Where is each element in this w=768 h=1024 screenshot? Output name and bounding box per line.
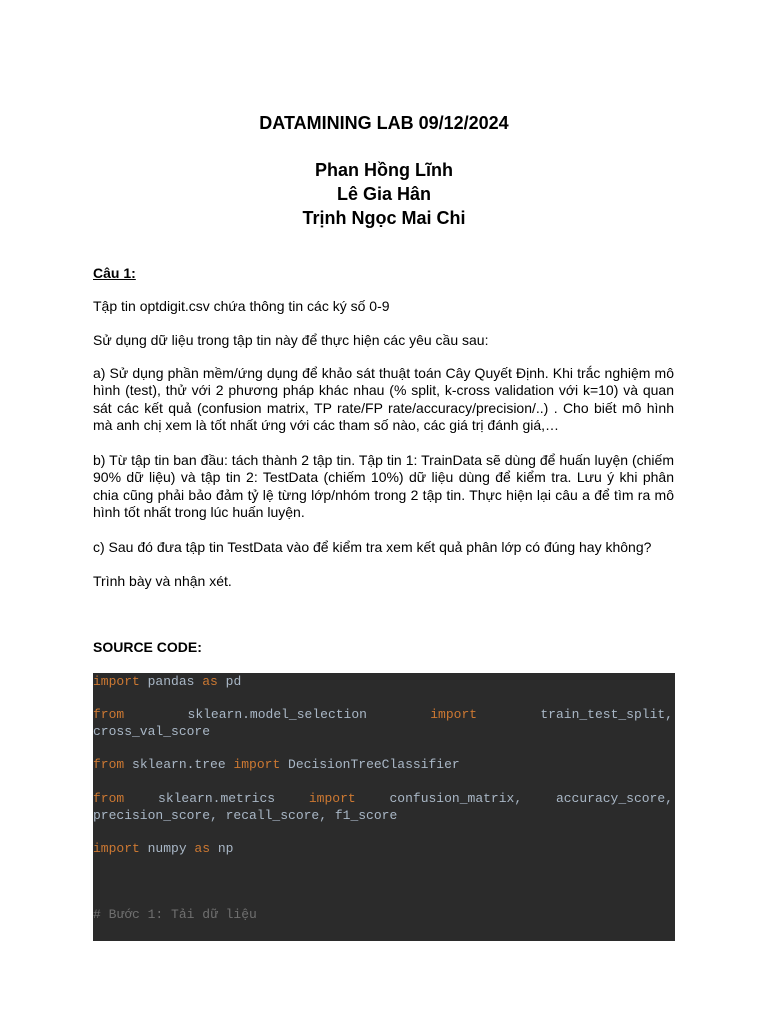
code-text: numpy xyxy=(139,841,195,856)
code-text: precision_score, recall_score, f1_score xyxy=(93,808,398,823)
code-text: accuracy_score, xyxy=(555,791,673,806)
code-keyword: from xyxy=(93,707,125,722)
code-line xyxy=(93,673,673,690)
instructions-paragraph: Sử dụng dữ liệu trong tập tin này để thực hiện các yêu cầu sau: xyxy=(93,332,489,348)
code-text: pd xyxy=(217,674,242,689)
source-code-heading: SOURCE CODE: xyxy=(93,639,202,655)
document-title: DATAMINING LAB 09/12/2024 xyxy=(259,113,509,133)
code-text: sklearn.metrics xyxy=(158,791,276,806)
code-text: cross_val_score xyxy=(93,724,211,739)
code-text: sklearn.model_selection xyxy=(187,707,367,722)
author-name: Phan Hồng Lĩnh xyxy=(315,160,453,180)
code-line xyxy=(93,807,673,824)
code-comment: # Bước 1: Tải dữ liệu xyxy=(93,907,257,922)
author-name: Lê Gia Hân xyxy=(336,184,432,204)
part-b-paragraph: b) Từ tập tin ban đầu: tách thành 2 tập tin. Tập tin 1: TrainData sẽ dùng để huấn luyện (chiếm 90% dữ liệu) và tập tin 2: TestData (chiếm 10%) dữ liệu dùng để kiểm tra. Lưu ý khi phân chia cũng phải bảo đảm tỷ lệ từng lớp/nhóm trong 2 tập tin. Thực hiện lại câu a để tìm ra mô hình tốt nhất trong lúc huấn luyện. xyxy=(93,452,674,521)
code-text: DecisionTreeClassifier xyxy=(280,757,460,772)
intro-paragraph: Tập tin optdigit.csv chứa thông tin các ký số 0-9 xyxy=(93,298,390,314)
part-c-paragraph: c) Sau đó đưa tập tin TestData vào để kiểm tra xem kết quả phân lớp có đúng hay không? xyxy=(93,539,652,555)
code-keyword: import xyxy=(233,757,281,772)
code-keyword: from xyxy=(93,791,125,806)
code-block xyxy=(93,673,675,941)
code-line xyxy=(93,706,673,723)
author-list xyxy=(0,158,768,230)
code-line xyxy=(93,723,673,740)
code-keyword: import xyxy=(308,791,356,806)
code-keyword: as xyxy=(194,841,211,856)
code-text: sklearn.tree xyxy=(124,757,234,772)
code-text: train_test_split, xyxy=(540,707,673,722)
code-line xyxy=(93,840,673,857)
code-keyword: from xyxy=(93,757,125,772)
code-text: pandas xyxy=(139,674,203,689)
code-text: confusion_matrix, xyxy=(389,791,523,806)
code-keyword: import xyxy=(93,674,140,689)
code-line xyxy=(93,756,673,773)
code-text: np xyxy=(210,841,234,856)
code-line xyxy=(93,906,673,923)
closing-paragraph: Trình bày và nhận xét. xyxy=(93,573,232,589)
author-name: Trịnh Ngọc Mai Chi xyxy=(302,208,466,228)
part-a-paragraph: a) Sử dụng phần mềm/ứng dụng để khảo sát thuật toán Cây Quyết Định. Khi trắc nghiệm mô hình (test), thử với 2 phương pháp khác nhau (% split, k-cross validation với k=10) và quan sát các kết quả (confusion matrix, TP rate/FP rate/accuracy/precision/..) . Cho biết mô hình mà anh chị xem là tốt nhất ứng với các tham số nào, các giá trị đánh giá,… xyxy=(93,365,674,434)
code-keyword: import xyxy=(93,841,140,856)
code-keyword: import xyxy=(430,707,478,722)
code-keyword: as xyxy=(202,674,218,689)
question-heading: Câu 1: xyxy=(93,265,136,281)
code-line xyxy=(93,790,673,807)
